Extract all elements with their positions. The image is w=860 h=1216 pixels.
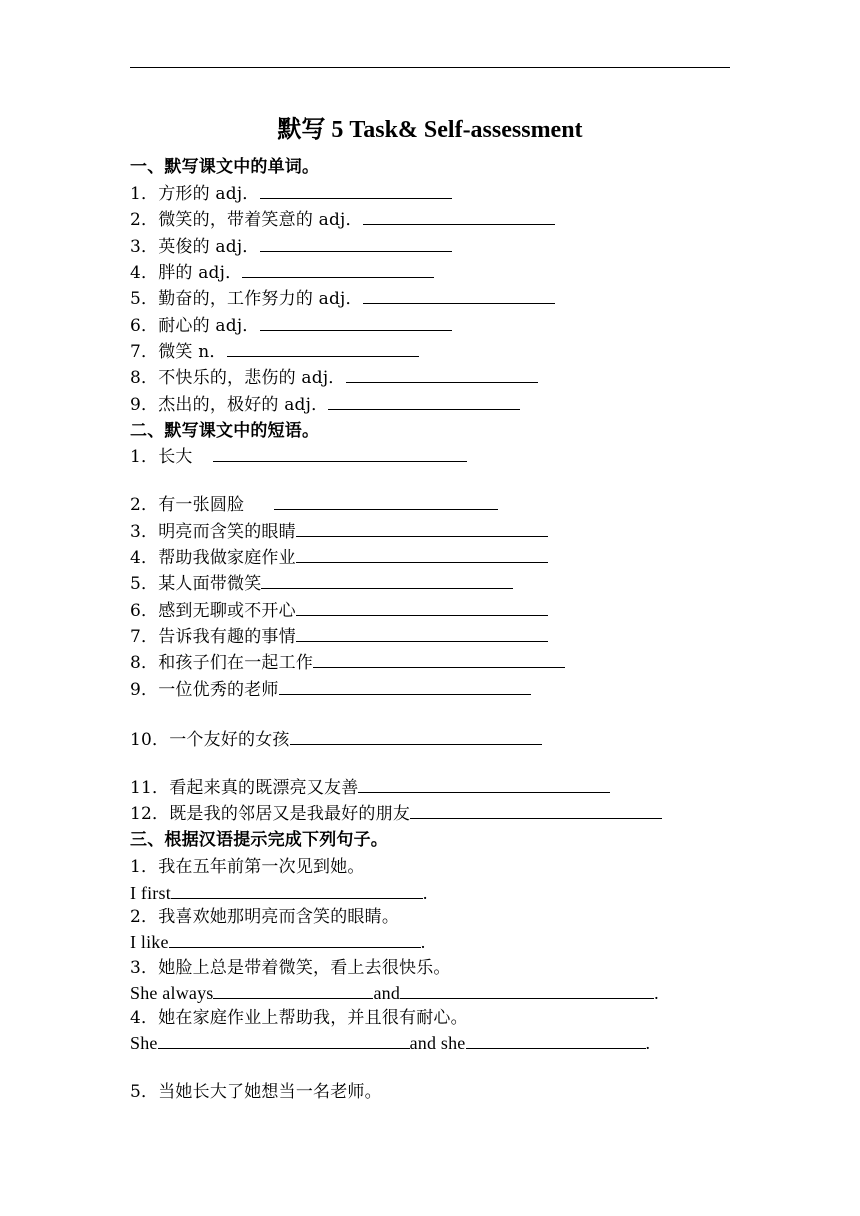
answer-blank[interactable] bbox=[158, 1032, 410, 1049]
header-rule bbox=[130, 67, 730, 68]
answer-blank[interactable] bbox=[296, 546, 548, 563]
phrase-item-4: 4．帮助我做家庭作业 bbox=[130, 546, 548, 570]
answer-blank[interactable] bbox=[363, 287, 555, 304]
phrase-item-3: 3．明亮而含笑的眼睛 bbox=[130, 520, 548, 544]
answer-blank[interactable] bbox=[313, 651, 565, 668]
sentence-item-5-prompt: 5．当她长大了她想当一名老师。 bbox=[130, 1082, 382, 1102]
word-item-4: 4．胖的 adj． bbox=[130, 261, 434, 285]
answer-blank[interactable] bbox=[466, 1032, 646, 1049]
phrase-item-11: 11．看起来真的既漂亮又友善 bbox=[130, 776, 610, 800]
word-item-9: 9．杰出的，极好的 adj． bbox=[130, 393, 520, 417]
word-item-6: 6．耐心的 adj． bbox=[130, 314, 452, 338]
sentence-item-3-answer: She always and . bbox=[130, 983, 659, 1003]
answer-blank[interactable] bbox=[410, 802, 662, 819]
answer-blank[interactable] bbox=[274, 493, 498, 510]
phrase-item-1: 1．长大 bbox=[130, 445, 467, 469]
phrase-item-7: 7．告诉我有趣的事情 bbox=[130, 625, 548, 649]
word-item-7: 7．微笑 n． bbox=[130, 340, 419, 364]
answer-blank[interactable] bbox=[213, 982, 373, 999]
answer-blank[interactable] bbox=[242, 261, 434, 278]
answer-blank[interactable] bbox=[279, 678, 531, 695]
sentence-item-2-prompt: 2．我喜欢她那明亮而含笑的眼睛。 bbox=[130, 907, 400, 927]
answer-blank[interactable] bbox=[260, 235, 452, 252]
answer-blank[interactable] bbox=[296, 625, 548, 642]
sentence-item-3-prompt: 3．她脸上总是带着微笑，看上去很快乐。 bbox=[130, 958, 451, 978]
answer-blank[interactable] bbox=[171, 882, 423, 899]
sentence-item-4-answer: She and she . bbox=[130, 1033, 651, 1053]
answer-blank[interactable] bbox=[261, 572, 513, 589]
word-item-2: 2．微笑的，带着笑意的 adj． bbox=[130, 208, 555, 232]
section-2-heading: 二、默写课文中的短语。 bbox=[130, 421, 320, 441]
section-1-heading: 一、默写课文中的单词。 bbox=[130, 157, 320, 177]
answer-blank[interactable] bbox=[260, 314, 452, 331]
word-item-3: 3．英俊的 adj． bbox=[130, 235, 452, 259]
word-item-8: 8．不快乐的，悲伤的 adj． bbox=[130, 366, 538, 390]
sentence-item-1-prompt: 1．我在五年前第一次见到她。 bbox=[130, 857, 365, 877]
answer-blank[interactable] bbox=[213, 445, 467, 462]
answer-blank[interactable] bbox=[363, 208, 555, 225]
sentence-item-1-answer: I first . bbox=[130, 883, 428, 903]
phrase-item-12: 12．既是我的邻居又是我最好的朋友 bbox=[130, 802, 662, 826]
answer-blank[interactable] bbox=[346, 366, 538, 383]
answer-blank[interactable] bbox=[169, 931, 421, 948]
answer-blank[interactable] bbox=[296, 599, 548, 616]
word-item-5: 5．勤奋的，工作努力的 adj． bbox=[130, 287, 555, 311]
answer-blank[interactable] bbox=[296, 520, 548, 537]
sentence-item-4-prompt: 4．她在家庭作业上帮助我，并且很有耐心。 bbox=[130, 1008, 468, 1028]
answer-blank[interactable] bbox=[328, 393, 520, 410]
worksheet-title: 默写 5 Task& Self-assessment bbox=[277, 117, 583, 143]
phrase-item-2: 2．有一张圆脸 bbox=[130, 493, 498, 517]
phrase-item-9: 9．一位优秀的老师 bbox=[130, 678, 531, 702]
word-item-1: 1．方形的 adj． bbox=[130, 182, 452, 206]
phrase-item-10: 10．一个友好的女孩 bbox=[130, 728, 542, 752]
answer-blank[interactable] bbox=[260, 182, 452, 199]
phrase-item-6: 6．感到无聊或不开心 bbox=[130, 599, 548, 623]
answer-blank[interactable] bbox=[358, 776, 610, 793]
phrase-item-8: 8．和孩子们在一起工作 bbox=[130, 651, 565, 675]
answer-blank[interactable] bbox=[400, 982, 654, 999]
sentence-item-2-answer: I like . bbox=[130, 932, 426, 952]
section-3-heading: 三、根据汉语提示完成下列句子。 bbox=[130, 830, 388, 850]
answer-blank[interactable] bbox=[290, 728, 542, 745]
answer-blank[interactable] bbox=[227, 340, 419, 357]
phrase-item-5: 5．某人面带微笑 bbox=[130, 572, 513, 596]
